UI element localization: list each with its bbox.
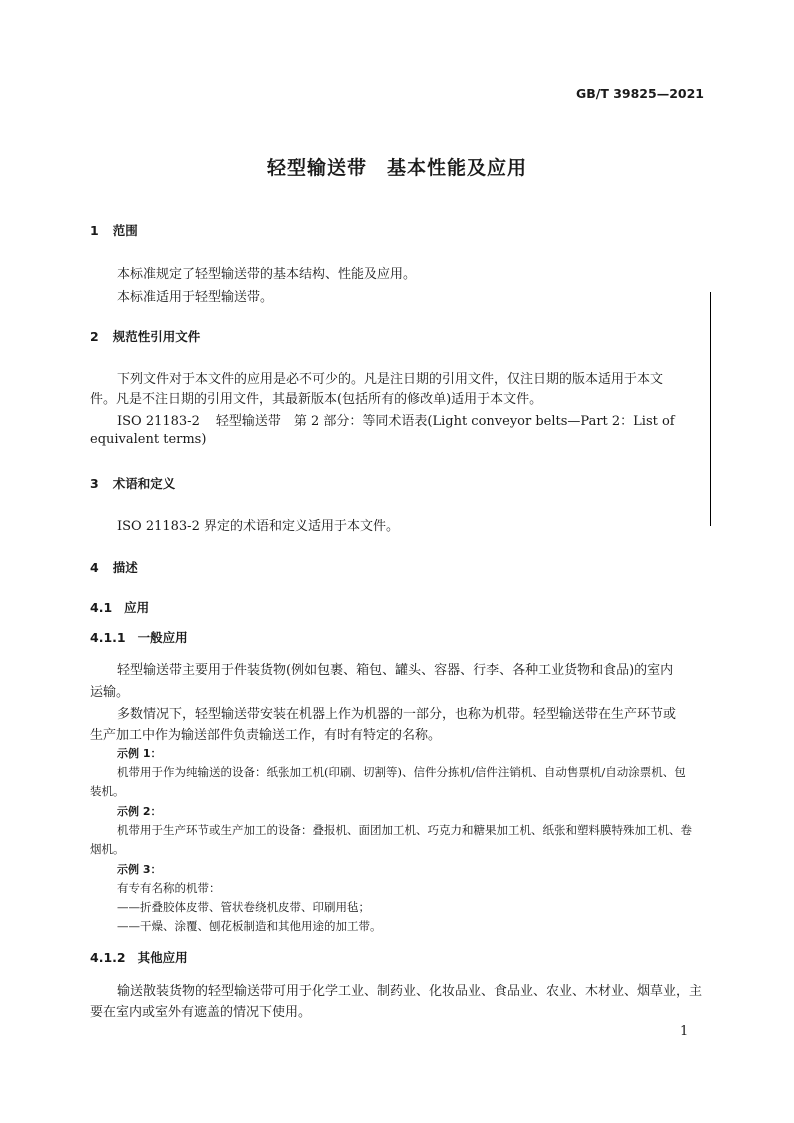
section-number: 4.1.1 xyxy=(90,630,126,645)
section-title: 术语和定义 xyxy=(112,476,176,491)
paragraph: 输送散装货物的轻型输送带可用于化学工业、制药业、化妆品业、食品业、农业、木材业、烟草业，主 xyxy=(117,984,703,999)
section-title: 一般应用 xyxy=(137,630,188,645)
example-text-continuation: 装机。 xyxy=(90,784,125,798)
paragraph-continuation: 生产加工中作为输送部件负责输送工作，有时有特定的名称。 xyxy=(90,728,442,743)
section-number: 4.1.2 xyxy=(90,950,126,965)
section-title: 应用 xyxy=(124,600,150,615)
reference-continuation: equivalent terms) xyxy=(90,432,207,447)
standard-number: GB/T 39825—2021 xyxy=(575,86,704,101)
example-1-label: 示例 1： xyxy=(117,747,162,760)
section-title: 描述 xyxy=(112,560,138,575)
paragraph-continuation: 要在室内或室外有遮盖的情况下使用。 xyxy=(90,1005,312,1020)
section-1-heading xyxy=(90,221,138,239)
example-text-continuation: 烟机。 xyxy=(90,842,125,856)
section-number: 2 xyxy=(90,329,99,344)
section-number: 3 xyxy=(90,476,99,491)
reference-title: 轻型输送带 第 2 部分：等同术语表(Light conveyor belts—Part 2：List of xyxy=(215,414,675,429)
subsection-4-1-2-heading xyxy=(90,948,188,966)
reference-code: ISO 21183-2 xyxy=(117,414,200,429)
margin-change-bar xyxy=(710,292,711,526)
example-text: 有专有名称的机带： xyxy=(117,881,221,895)
section-title: 规范性引用文件 xyxy=(112,329,201,344)
paragraph: ISO 21183-2 界定的术语和定义适用于本文件。 xyxy=(117,519,399,534)
subsection-4-1-1-heading xyxy=(90,628,188,646)
paragraph-continuation: 运输。 xyxy=(90,685,130,700)
example-2-label: 示例 2： xyxy=(117,805,162,818)
paragraph: 多数情况下，轻型输送带安装在机器上作为机器的一部分，也称为机带。轻型输送带在生产环节或 xyxy=(117,707,677,722)
paragraph-continuation: 件。凡是不注日期的引用文件，其最新版本(包括所有的修改单)适用于本文件。 xyxy=(90,392,543,407)
subsection-4-1-heading xyxy=(90,598,149,616)
document-title: 轻型输送带 基本性能及应用 xyxy=(266,157,527,179)
example-3-label: 示例 3： xyxy=(117,863,162,876)
paragraph: 轻型输送带主要用于件装货物(例如包裹、箱包、罐头、容器、行李、各种工业货物和食品)的室内 xyxy=(117,663,674,678)
section-title: 范围 xyxy=(112,223,138,238)
section-title: 其他应用 xyxy=(137,950,188,965)
list-item: ——折叠胶体皮带、管状卷绕机皮带、印刷用毡； xyxy=(117,900,370,914)
example-text: 机带用于作为纯输送的设备：纸张加工机(印刷、切割等)、信件分拣机/信件注销机、自动售票机/自动涂票机、包 xyxy=(117,765,686,779)
list-item: ——干燥、涂覆、刨花板制造和其他用途的加工带。 xyxy=(117,919,382,933)
normative-reference xyxy=(117,410,675,429)
section-4-heading xyxy=(90,558,138,576)
section-2-heading xyxy=(90,327,200,345)
example-text: 机带用于生产环节或生产加工的设备：叠报机、面团加工机、巧克力和糖果加工机、纸张和塑料膜特殊加工机、卷 xyxy=(117,823,692,837)
section-3-heading xyxy=(90,474,175,492)
section-number: 4.1 xyxy=(90,600,113,615)
paragraph: 下列文件对于本文件的应用是必不可少的。凡是注日期的引用文件，仅注日期的版本适用于本文 xyxy=(117,372,664,387)
paragraph: 本标准规定了轻型输送带的基本结构、性能及应用。 xyxy=(117,267,417,282)
page-number: 1 xyxy=(680,1024,689,1039)
section-number: 4 xyxy=(90,560,99,575)
paragraph: 本标准适用于轻型输送带。 xyxy=(117,290,274,305)
section-number: 1 xyxy=(90,223,99,238)
